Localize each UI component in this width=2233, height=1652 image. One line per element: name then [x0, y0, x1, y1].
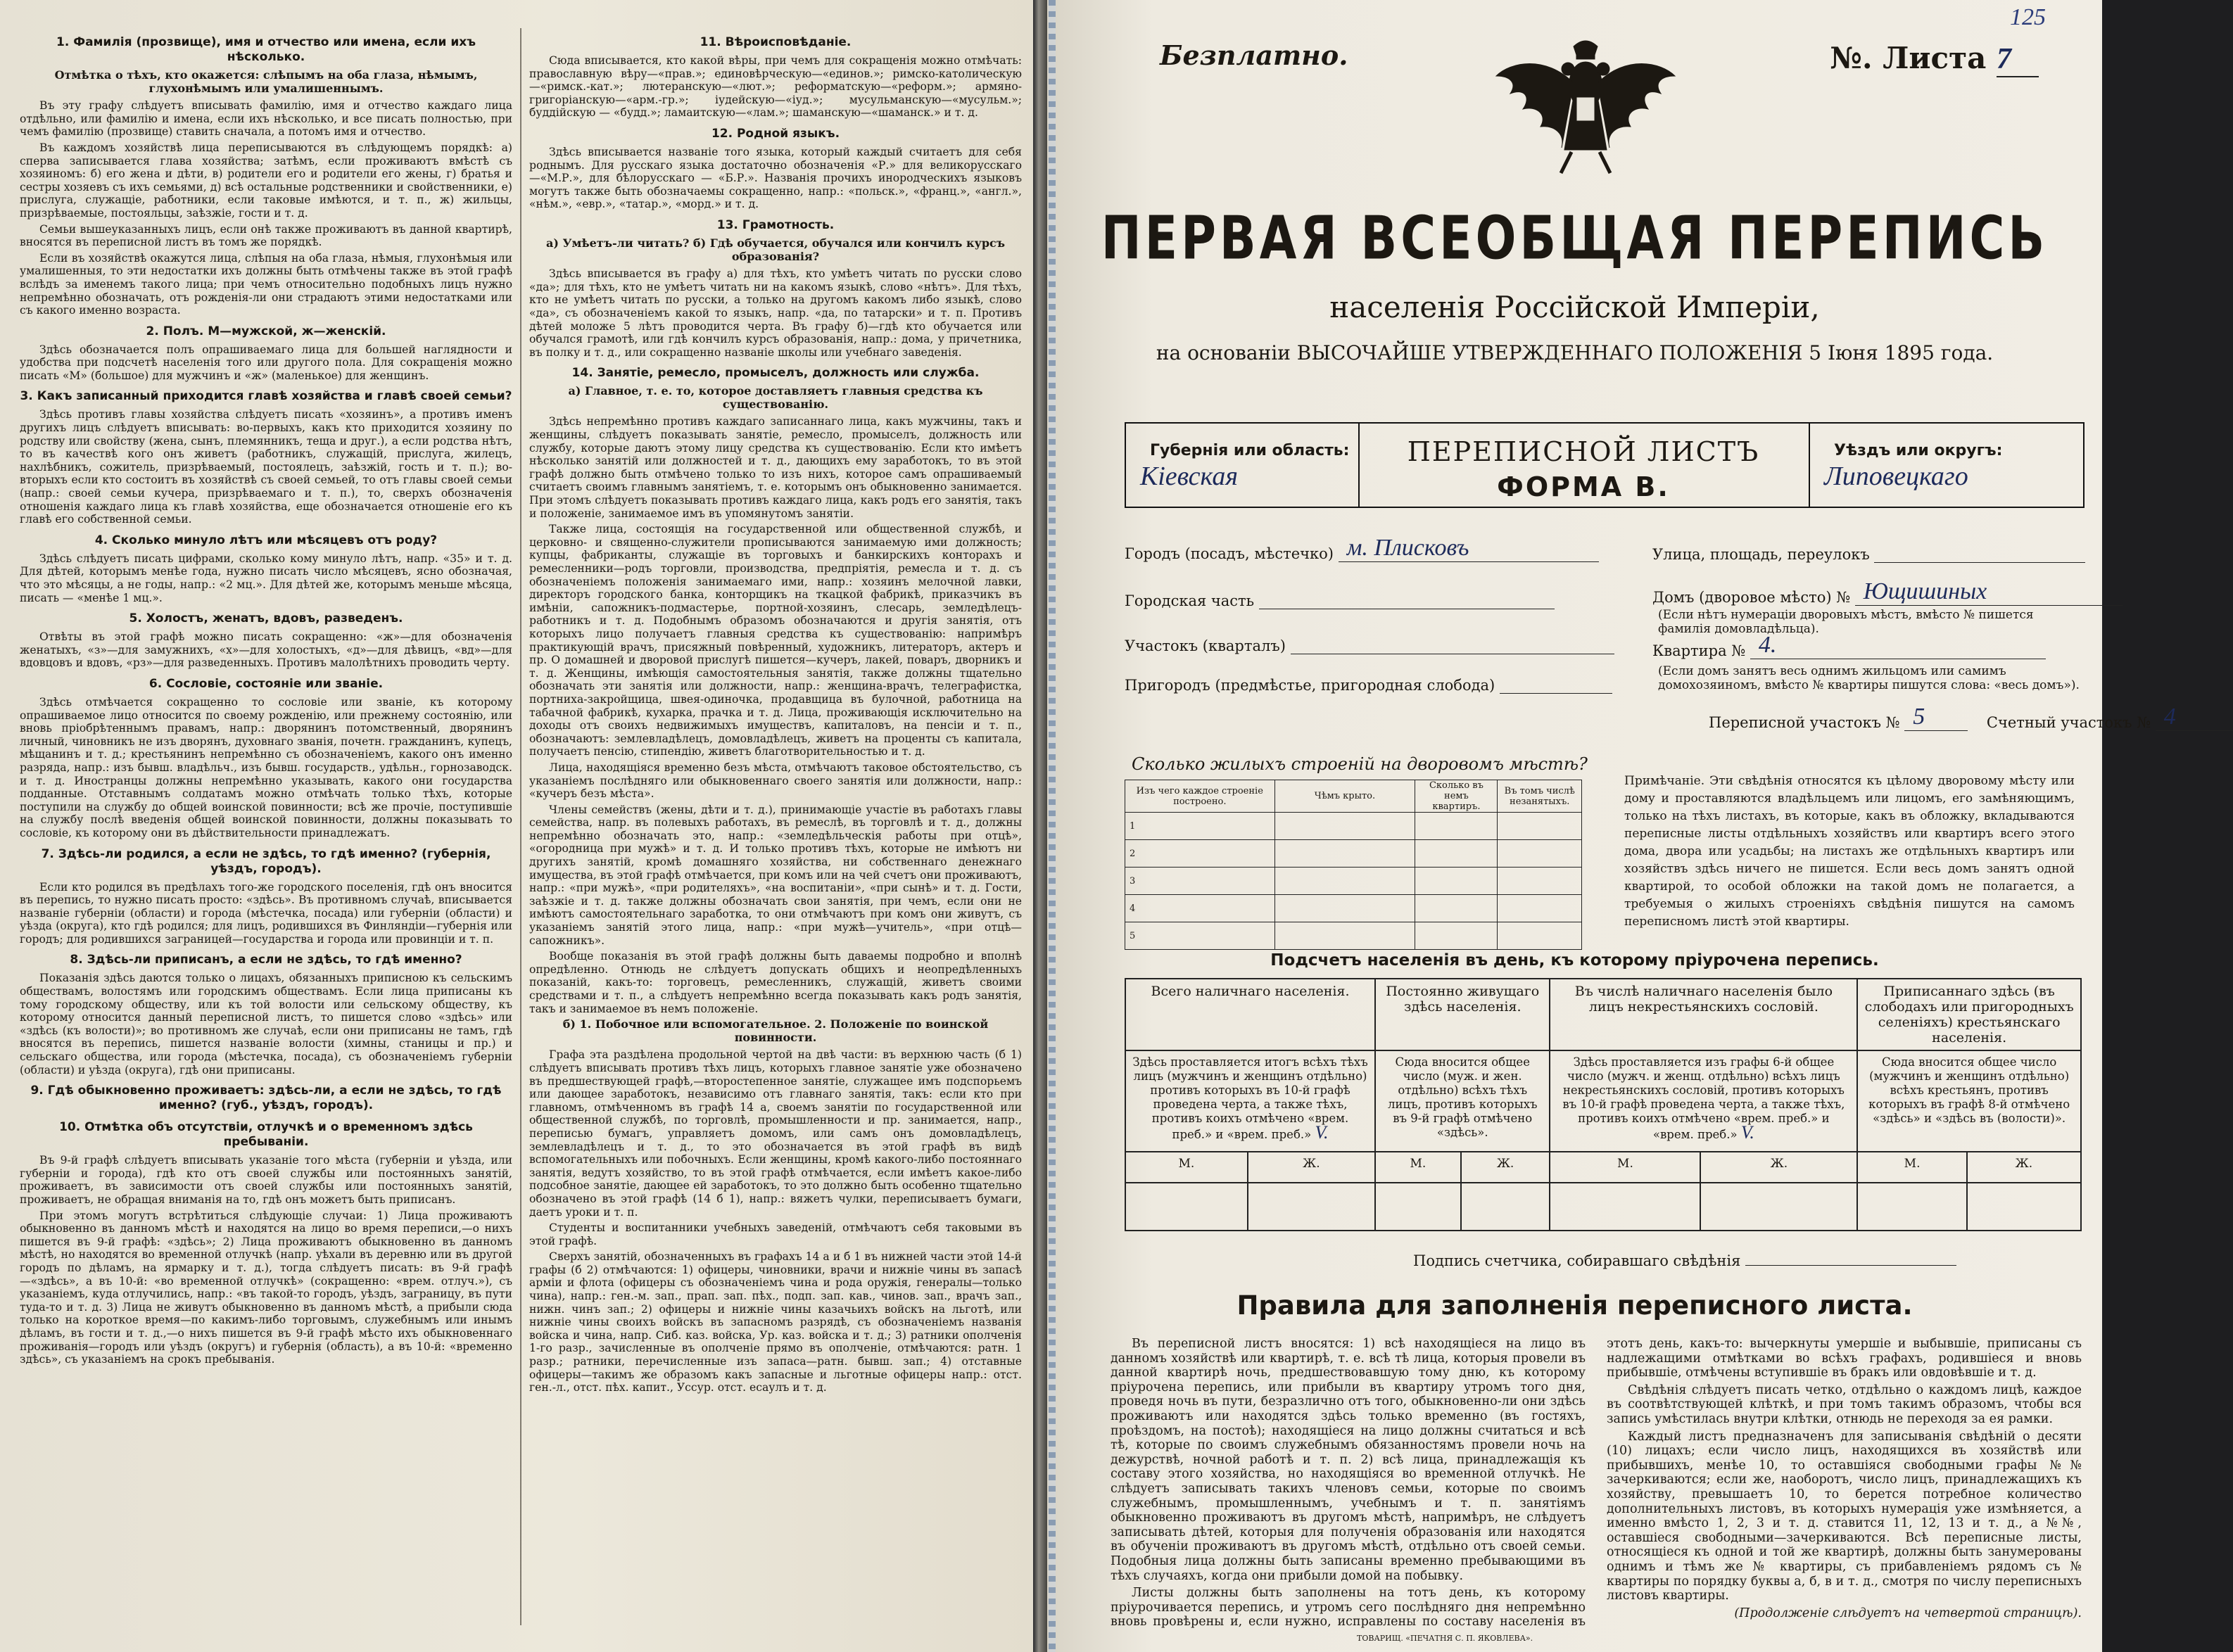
city-part-field — [1125, 592, 1555, 609]
archive-number-note: 125 — [2010, 4, 2046, 30]
instruction-paragraph: Отвѣты въ этой графѣ можно писать сокращенно: «ж»—для обозначенія женатыхъ, «з»—для замужнихъ, «х»—для холостыхъ, «д»—для дѣвицъ, «вд»—для вдовцовъ и вдовъ, «рз»—для разведенныхъ. Противъ малолѣтнихъ проводить черту. — [20, 630, 512, 670]
dwelling-material-header: Изъ чего каждое строеніе построено. — [1125, 780, 1275, 813]
pop-head-non-peasant: Въ числѣ наличнаго населенія было лицъ некрестьянскихъ сословій. — [1550, 979, 1857, 1050]
free-label: Безплатно. — [1160, 39, 1348, 71]
form-header-box — [1125, 422, 2085, 508]
instruction-paragraph: Семьи вышеуказанныхъ лицъ, если онѣ также проживаютъ въ данной квартирѣ, вносятся въ переписной листъ въ томъ же порядкѣ. — [20, 222, 512, 249]
section-heading: 8. Здѣсь-ли приписанъ, а если не здѣсь, то гдѣ именно? — [70, 953, 462, 967]
female-header: Ж. — [1700, 1152, 1857, 1183]
pop-desc-non-peasant-text: Здѣсь проставляется изъ графы 6-й общее число (мужч. и женщ. отдѣльно) всѣхъ лицъ некрестьянскихъ сословій, противъ которыхъ въ 10-й графѣ проведена черта, а также тѣхъ, противъ коихъ отмѣчено «врем. преб.» и «врем. преб.» — [1562, 1055, 1845, 1141]
instruction-paragraph: Здѣсь вписывается названіе того языка, который каждый считаетъ для себя роднымъ. Для русскаго языка достаточно обозначенія «Р.» для великорусскаго—«М.Р.», для бѣлорусскаго — «Б.Р.». Названія прочихъ инородческихъ языковъ могутъ также быть обозначаемы сокращенно, напр.: «польск.», «франц.», «англ.», «нѣм.», «евр.», «татар.», «морд.» и т. д. — [529, 145, 1022, 211]
section-subheading: б) 1. Побочное или вспомогательное. 2. Положеніе по воинской повинности. — [562, 1017, 989, 1044]
dwelling-row-number: 1 — [1125, 813, 1275, 840]
town-field — [1125, 535, 1599, 562]
handwritten-tick: V. — [1740, 1122, 1754, 1143]
district-value[interactable]: Липовецкаго — [1824, 462, 1968, 491]
dwelling-row-number: 4 — [1125, 895, 1275, 922]
pop-value-cell[interactable] — [1967, 1183, 2081, 1231]
flat-field — [1652, 632, 2046, 659]
rule-paragraph: Листы должны быть заполнены на тотъ день, къ которому пріурочивается перепись, и утромъ сего послѣдняго дня непремѣнно вновь провѣрены и, если нужно, исправлены по составу населенія въ этотъ день, какъ-то: вычеркнуты умершіе и выбывшіе, приписаны съ надлежащими отмѣтками во всѣхъ графахъ, родившіеся и вновь прибывшіе, отмѣчены вступившіе въ бракъ или овдовѣвшіе и т. д. — [1111, 1337, 2082, 1629]
form-legal-basis: на основаніи ВЫСОЧАЙШЕ УТВЕРЖДЕННАГО ПОЛОЖЕНІЯ 5 Іюня 1895 года. — [1156, 341, 1994, 364]
section-subheading: Отмѣтка о тѣхъ, кто окажется: слѣпымъ на оба глаза, нѣмымъ, глухонѣмымъ или умалишеннымъ. — [54, 68, 478, 95]
imperial-eagle-emblem-icon — [1484, 34, 1688, 182]
section-heading: 5. Холостъ, женатъ, вдовъ, разведенъ. — [129, 611, 403, 626]
count-section-label: Счетный участокъ № — [1986, 714, 2151, 731]
section-heading: 9. Гдѣ обыкновенно проживаетъ: здѣсь-ли, а если не здѣсь, то гдѣ именно? (губ., уѣздъ, городъ). — [30, 1084, 502, 1113]
pop-value-cell[interactable] — [1248, 1183, 1375, 1231]
section-subheading: а) Умѣетъ-ли читать? б) Гдѣ обучается, обучался или кончилъ курсъ образованія? — [545, 236, 1006, 263]
section-heading: 6. Сословіе, состояніе или званіе. — [148, 676, 384, 691]
dwellings-note: Примѣчаніе. Эти свѣдѣнія относятся къ цѣлому дворовому мѣсту или дому и проставляются владѣльцемъ или лицомъ, его замѣняющимъ, только на тѣхъ листахъ, въ которые, какъ въ обложку, вкладываются переписные листы отдѣльныхъ хозяйствъ или квартиръ всего этого дома, двора или усадьбы; на листахъ же отдѣльныхъ квартиръ или хозяйствъ здѣсь ничего не пишется. Если весь домъ занятъ одной квартирой, то особой обложки на такой домъ не полагается, а требуемыя о жилыхъ строеніяхъ свѣдѣнія пишутся на самомъ переписномъ листѣ этой квартиры. — [1624, 774, 2075, 929]
flat-note: (Если домъ занятъ весь однимъ жильцомъ или самимъ домохозяиномъ, вмѣсто № квартиры пишутся слова: «весь домъ»). — [1658, 664, 2080, 692]
section-field — [1125, 637, 1614, 654]
sheet-number — [1830, 41, 2039, 77]
dwelling-cell[interactable] — [1274, 895, 1415, 922]
town-value[interactable]: м. Плисковъ — [1346, 535, 1469, 561]
dwelling-row — [1125, 922, 1582, 950]
dwelling-row — [1125, 895, 1582, 922]
dwelling-roof-header: Чѣмъ крыто. — [1274, 780, 1415, 813]
dwelling-cell[interactable] — [1274, 922, 1415, 950]
dwelling-row-number: 3 — [1125, 868, 1275, 895]
street-field — [1652, 546, 2085, 563]
count-section-value[interactable]: 4 — [2163, 704, 2176, 730]
dwelling-cell[interactable] — [1415, 868, 1498, 895]
section-label: Участокъ (кварталъ) — [1125, 637, 1286, 654]
section-heading: 1. Фамилія (прозвище), имя и отчество или имена, если ихъ нѣсколько. — [56, 35, 476, 64]
rule-paragraph: (Продолженіе слѣдуетъ на четвертой страницѣ). — [1734, 1606, 2082, 1620]
dwelling-cell[interactable] — [1498, 868, 1582, 895]
dwelling-cell[interactable] — [1415, 895, 1498, 922]
flat-label: Квартира № — [1652, 642, 1746, 659]
district-cell — [1809, 424, 2085, 507]
city-part-label: Городская часть — [1125, 592, 1255, 609]
house-note: (Если нѣтъ нумераціи дворовыхъ мѣстъ, вмѣсто № пишется фамилія домовладѣльца). — [1658, 608, 2034, 636]
form-main-title: ПЕРВАЯ ВСЕОБЩАЯ ПЕРЕПИСЬ — [1101, 204, 2049, 274]
dwellings-table — [1125, 780, 1582, 950]
section-heading: 12. Родной языкъ. — [711, 126, 840, 141]
province-cell — [1126, 424, 1360, 507]
male-header: М. — [1375, 1152, 1461, 1183]
instruction-paragraph: Лица, находящіяся временно безъ мѣста, отмѣчаютъ таковое обстоятельство, съ указаніемъ послѣдняго или обыкновеннаго своего занятія или должности, напр.: «кучеръ безъ мѣста». — [529, 761, 1022, 801]
pop-head-total: Всего наличнаго населенія. — [1125, 979, 1375, 1050]
instruction-paragraph: Члены семействъ (жены, дѣти и т. д.), принимающіе участіе въ работахъ главы семейства, напр. въ полевыхъ работахъ, въ ремеслѣ, въ торговлѣ и т. д., должны непремѣнно обозначать это, напр.: «земледѣльческія работы при отцѣ», «огородница при мужѣ» и т. д. И только противъ тѣхъ, которые не имѣютъ ни другихъ занятій, кромѣ домашняго хозяйства, ни собственнаго денежнаго имущества, въ этой графѣ отмѣчается, при комъ или на чей счетъ они проживаютъ, напр.: «при мужѣ», «при родителяхъ», «на воспитаніи», «при сынѣ» и т. д. Гости, заѣзжіе и т. д. также должны обозначать свои занятія, при чемъ, если они не имѣютъ самостоятельнаго заработка, то они отмѣчаютъ при комъ они живутъ, съ указаніемъ занятій этого лица, напр.: «при мужѣ—учитель», «при отцѣ—сапожникъ». — [529, 803, 1022, 947]
male-header: М. — [1550, 1152, 1700, 1183]
instruction-paragraph: Если кто родился въ предѣлахъ того-же городского поселенія, гдѣ онъ вносится въ перепись, то нужно писать просто: «здѣсь». Въ противномъ случаѣ, вписывается названіе губерніи (области) и города (мѣстечка, посада) или губерніи (области) и уѣзда (округа), кто гдѣ родился; для лицъ, родившихся въ Финляндіи—губернія или городъ; для родившихся заграницей—государства и города или провинціи и т. п. — [20, 880, 512, 946]
dwelling-row — [1125, 813, 1582, 840]
instructions-column-1 — [20, 28, 512, 1625]
dwelling-cell[interactable] — [1415, 840, 1498, 868]
pop-value-cell[interactable] — [1461, 1183, 1550, 1231]
instruction-paragraph: Въ 9-й графѣ слѣдуетъ вписывать указаніе того мѣста (губерніи и уѣзда, или губерніи и города), гдѣ кто отъ своей службы или постоянныхъ занятій, проживаетъ, въ зависимости отъ своей службы или постоянныхъ занятій, проживаетъ, не обращая вниманія на то, гдѣ онъ можетъ быть приписанъ. — [20, 1154, 512, 1206]
dwelling-cell[interactable] — [1498, 840, 1582, 868]
instruction-paragraph: Здѣсь слѣдуетъ писать цифрами, сколько кому минуло лѣтъ, напр. «35» и т. д. Для дѣтей, которымъ менѣе года, нужно писать число мѣсяцевъ, ясно обозначая, что это мѣсяцы, а не годы, напр.: «2 мц.». Для дѣтей же, которымъ меньше мѣсяца, писать — «менѣе 1 мц.». — [20, 552, 512, 604]
city-part-value[interactable] — [1259, 593, 1555, 609]
rule-paragraph: Каждый листъ предназначенъ для записыванія свѣдѣній о десяти (10) лицахъ; если число лицъ, находящихся въ хозяйствѣ или прибывшихъ, менѣе 10, то оставшіяся свободными графы №№ зачеркиваются; если же, наоборотъ, число лицъ, принадлежащихъ къ хозяйству, превышаетъ 10, то берется потребное количество дополнительныхъ листовъ, въ которыхъ нумерація уже измѣняется, а именно вмѣсто 1, 2, 3 и т. д. ставится 11, 12, 13 и т. д., а №№, оставшіеся свободными—зачеркиваются. Всѣ переписные листы, относящіеся къ одной и той же квартирѣ, должны быть занумерованы однимъ и тѣмъ же № квартиры, съ прибавленіемъ рядомъ съ № квартиры по порядку буквы а, б, в и т. д., смотря по числу переписныхъ листовъ квартиры. — [1607, 1429, 2082, 1603]
dwelling-cell[interactable] — [1274, 868, 1415, 895]
dwelling-vacant-header: Въ томъ числѣ незанятыхъ. — [1498, 780, 1582, 813]
sheet-number-value: 7 — [1997, 42, 2039, 77]
dwelling-cell[interactable] — [1498, 813, 1582, 840]
population-sex-row — [1125, 1152, 2081, 1183]
instructions-column-2 — [529, 28, 1022, 1625]
census-section-field — [1709, 704, 2233, 731]
census-form-page — [1047, 0, 2176, 1652]
dwelling-cell[interactable] — [1274, 813, 1415, 840]
pop-value-cell[interactable] — [1857, 1183, 1967, 1231]
instruction-paragraph: Здѣсь противъ главы хозяйства слѣдуетъ писать «хозяинъ», а противъ именъ другихъ лицъ слѣдуетъ вписывать: во-первыхъ, какъ кто приходится хозяину по родству или свойству (жена, сынъ, племянникъ, теща и друг.), а если родства нѣтъ, то въ качествѣ кого онъ живетъ (работникъ, служащій, прислуга, жилецъ, нахлѣбникъ, сожитель, призрѣваемый, постоялецъ, заѣзжій, гость и т. п.); во-вторыхъ если кто состоитъ въ хозяйствѣ съ своей семьей, то отъ главы своей семьи (напр.: своей семьи кучера, призрѣваемаго и т. п.), то, сверхъ обозначенія отношенія каждаго лица къ главѣ хозяйства, еще обозначается отношеніе его къ главѣ его собственной семьи. — [20, 408, 512, 526]
census-section-value[interactable]: 5 — [1913, 704, 1925, 730]
street-label: Улица, площадь, переулокъ — [1652, 546, 1870, 563]
flat-value[interactable]: 4. — [1758, 632, 1777, 658]
section-heading: 3. Какъ записанный приходится главѣ хозяйства и главѣ своей семьи? — [20, 389, 512, 404]
enumerator-signature-label: Подпись счетчика, собиравшаго свѣдѣнія — [1413, 1252, 1741, 1269]
enumerator-signature-field — [1413, 1251, 1956, 1269]
instruction-paragraph: Сверхъ занятій, обозначенныхъ въ графахъ 14 а и б 1 въ нижней части этой 14-й графы (б 2) отмѣчаются: 1) офицеры, чиновники, врачи и нижніе чины въ запасѣ арміи и флота (офицеры съ обозначеніемъ чина и рода оружія, генералы—только чина), напр.: ген.-м. зап., прап. зап. пѣх., подп. зап. кав., чинов. зап., врачъ зап., нижн. чинъ зап.; 2) офицеры и нижніе чины казачьихъ войскъ на льготѣ, или нижніе чины своихъ войскъ въ запасномъ разрядѣ, съ обозначеніемъ названія войска и чина, напр. Сиб. каз. войска, Ур. каз. войска и т. д.; 3) ратники ополченія 1-го разр., зачисленные въ ополченіе прямо въ ополченіе, отмѣчаются: ратн. 1 разр.; ратники, перечисленные изъ запаса—ратн. бывш. зап.; 4) отставные офицеры—такимъ же образомъ какъ запасные и льготные офицеры напр.: отст. ген.-л., отст. пѣх. капит., Уссур. отст. есаулъ и т. д. — [529, 1250, 1022, 1394]
form-type-cell — [1358, 424, 1809, 507]
section-value[interactable] — [1291, 638, 1614, 654]
form-type-title: ПЕРЕПИСНОЙ ЛИСТЪ — [1407, 436, 1760, 467]
population-count-title: Подсчетъ населенія въ день, къ которому пріурочена перепись. — [1270, 951, 1879, 970]
house-value[interactable]: Ющишиных — [1863, 578, 1987, 604]
house-label: Домъ (дворовое мѣсто) № — [1652, 589, 1851, 606]
pop-desc-peasant: Сюда вносится общее число (мужчинъ и женщинъ отдѣльно) всѣхъ крестьянъ, противъ которыхъ въ графѣ 8-й отмѣчено «здѣсь» и «здѣсь въ (волости)». — [1857, 1050, 2081, 1152]
dwelling-cell[interactable] — [1274, 840, 1415, 868]
instruction-paragraph: Здѣсь вписывается въ графу а) для тѣхъ, кто умѣетъ читать по русски слово «да»; для тѣхъ, кто не умѣетъ читать ни на какомъ языкѣ, слово «нѣтъ». Для тѣхъ, кто не умѣетъ читать по русски, а только на другомъ какомъ либо языкѣ, слово «да», съ обозначеніемъ какой то языкъ, напр. «да, по татарски» и т. п. Противъ дѣтей моложе 5 лѣтъ проводится черта. Въ графу б)—гдѣ кто обучается или обучался грамотѣ, или гдѣ кончилъ курсъ образованія, напр.: дома, у причетника, въ полку и т. д., или сокращенно названіе школы или учебнаго заведенія. — [529, 267, 1022, 359]
instruction-paragraph: Сюда вписывается, кто какой вѣры, при чемъ для сокращенія можно отмѣчать: православную вѣру—«прав.»; единовѣрческую—«единов.»; римско-католическую—«римск.-кат.»; лютеранскую—«лют.»; реформатскую—«реформ.»; армяно-григоріанскую—«арм.-гр.»; іудейскую—«іуд.»; мусульманскую—«мусульм.»; буддійскую — «будд.»; ламаитскую—«лам.»; шаманскую—«шаманск.» и т. д. — [529, 54, 1022, 120]
instruction-paragraph: Въ эту графу слѣдуетъ вписывать фамилію, имя и отчество каждаго лица отдѣльно, или фамилію и имена, если ихъ нѣсколько, и все писать полностью, при чемъ фамилію (прозвище) ставить сначала, а потомъ имя и отчество. — [20, 99, 512, 139]
dwelling-row-number: 5 — [1125, 922, 1275, 950]
dwelling-row — [1125, 868, 1582, 895]
house-field — [1652, 578, 2123, 606]
pop-value-cell[interactable] — [1375, 1183, 1461, 1231]
book-spine — [1033, 0, 1047, 1652]
suburb-value[interactable] — [1500, 678, 1612, 694]
dwelling-row — [1125, 840, 1582, 868]
rules-text — [1111, 1337, 2082, 1632]
male-header: М. — [1125, 1152, 1248, 1183]
dwelling-cell[interactable] — [1415, 813, 1498, 840]
pop-value-cell[interactable] — [1700, 1183, 1857, 1231]
town-label: Городъ (посадъ, мѣстечко) — [1125, 545, 1334, 562]
district-label: Уѣздъ или округъ: — [1834, 442, 2003, 459]
population-value-row — [1125, 1183, 2081, 1231]
male-header: М. — [1857, 1152, 1967, 1183]
population-count-table — [1125, 978, 2082, 1231]
handwritten-tick: V. — [1315, 1122, 1329, 1143]
dwelling-cell[interactable] — [1498, 922, 1582, 950]
section-subheading: а) Главное, т. е. то, которое доставляетъ главныя средства къ существованію. — [568, 384, 983, 411]
instructions-page — [0, 0, 1033, 1652]
dwellings-header-row — [1125, 780, 1582, 813]
province-value[interactable]: Кіевская — [1140, 462, 1239, 491]
suburb-label: Пригородъ (предмѣстье, пригородная слобода) — [1125, 677, 1495, 694]
rules-title: Правила для заполненія переписного листа. — [1236, 1290, 1913, 1321]
suburb-field — [1125, 677, 1612, 694]
section-heading: 7. Здѣсь-ли родился, а если не здѣсь, то гдѣ именно? (губернія, уѣздъ, городъ). — [41, 846, 491, 876]
instruction-paragraph: Здѣсь непремѣнно противъ каждаго записаннаго лица, какъ мужчины, такъ и женщины, слѣдуетъ показывать занятіе, ремесло, промыселъ, должность или службу, которые даютъ этому лицу средства къ существованію. Если кто имѣетъ нѣсколько занятій или должностей и т. д., дающихъ ему заработокъ, то въ этой графѣ должно быть отмѣчено только то изъ нихъ, которое самъ опрашиваемый считаетъ своимъ главнымъ занятіемъ, т. е. которымъ онъ обыкновенно занимается. При этомъ слѣдуетъ показывать противъ каждаго лица, какъ родъ его занятія, такъ и положеніе, занимаемое имъ въ упомянутомъ занятіи. — [529, 415, 1022, 520]
street-value[interactable] — [1874, 547, 2085, 563]
instruction-paragraph: Здѣсь обозначается полъ опрашиваемаго лица для большей наглядности и удобства при подсчетѣ населенія того или другого пола. Для сокращенія можно писать «М» (большое) для мужчинъ и «ж» (маленькое) для женщинъ. — [20, 343, 512, 382]
dwelling-row-number: 2 — [1125, 840, 1275, 868]
female-header: Ж. — [1461, 1152, 1550, 1183]
pop-desc-permanent: Сюда вносится общее число (муж. и жен. отдѣльно) всѣхъ тѣхъ лицъ, противъ которыхъ въ 9-й графѣ отмѣчено «здѣсь». — [1375, 1050, 1550, 1152]
dwelling-cell[interactable] — [1498, 895, 1582, 922]
pop-value-cell[interactable] — [1550, 1183, 1700, 1231]
instruction-paragraph: Здѣсь отмѣчается сокращенно то сословіе или званіе, къ которому опрашиваемое лицо относится по своему рожденію, или прежнему состоянію, или вновь пріобрѣтеннымъ правамъ, напр.: дворянинъ потомственный, дворянинъ личный, чиновникъ не изъ дворянъ, духовнаго званія, почетн. гражданинъ, купецъ, мѣщанинъ и т. д.; крестьянинъ непремѣнно съ обозначеніемъ, какого онъ именно разряда, напр.: изъ бывш. владѣльч., изъ бывш. государств., удѣльн., горнозаводск. и т. д. Иностранцы должны непремѣнно указывать, какого они государства подданные. Отставнымъ солдатамъ можно отмѣчать только тѣхъ, которые поступили на службу до общей воинской повинности; всѣ же прочіе, поступившіе на службу послѣ введенія общей воинской повинности, должны показывать то сословіе, къ которому они въ дѣйствительности принадлежатъ. — [20, 695, 512, 839]
section-heading: 10. Отмѣтка объ отсутствіи, отлучкѣ и о временномъ здѣсь пребываніи. — [59, 1120, 473, 1150]
instruction-paragraph: Студенты и воспитанники учебныхъ заведеній, отмѣчаютъ себя таковыми въ этой графѣ. — [529, 1221, 1022, 1247]
female-header: Ж. — [1248, 1152, 1375, 1183]
sheet-number-label: №. Листа — [1830, 41, 1987, 75]
instruction-paragraph: Также лица, состоящія на государственной или общественной службѣ, и церковно- и священно-служители прописываются занимаемую ими должность; купцы, фабриканты, служащіе въ торговыхъ и банкирскихъ конторахъ и ремесленники—родъ торговли, производства, предпріятія, ремесла и т. д. съ обозначеніемъ положенія занимаемаго ими, напр.: хозяинъ мелочной лавки, директоръ городского банка, конторщикъ на ткацкой фабрикѣ, приказчикъ въ имѣніи, сапожникъ-подмастерье, портной-хозяинъ, слесарь, земледѣлецъ-работникъ и т. д. Подобнымъ образомъ обозначаются и другія занятія, отъ которыхъ лицо получаетъ главныя средства къ существованію: напримѣръ практикующій врачъ, присяжный повѣренный, художникъ, литераторъ, актеръ и пр. О домашней и дворовой прислугѣ пишется—кучеръ, лакей, поваръ, дворникъ и т. д. Женщины, имѣющія самостоятельныя занятія, также должны тщательно обозначать эти занятія или должности, напр.: женщина-врачъ, телеграфистка, портниха-закройщица, швея-одиночка, продавщица въ булочной, работница на табачной фабрикѣ, кухарка, прачка и т. д. Лица, проживающія исключительно на доходы отъ своихъ недвижимыхъ имуществъ, капиталовъ, на пенсіи и т. п., обозначаютъ: землевладѣлецъ, домовладѣлецъ, живетъ на проценты съ капитала, получаетъ пенсію, стипендію, живетъ благотворительностью и т. д. — [529, 523, 1022, 758]
section-heading: 14. Занятіе, ремесло, промыселъ, должность или служба. — [571, 366, 980, 381]
section-heading: 11. Вѣроисповѣданіе. — [700, 35, 852, 49]
pop-desc-non-peasant — [1550, 1050, 1857, 1152]
instruction-paragraph: Графа эта раздѣлена продольной чертой на двѣ части: въ верхнюю часть (б 1) слѣдуетъ вписывать противъ тѣхъ лицъ, которыхъ главное занятіе уже обозначено въ предшествующей графѣ,—второстепенное занятіе, служащее имъ подспорьемъ или дающее заработокъ, независимо отъ главнаго занятія, такъ: если кто при главномъ, отмѣченномъ въ графѣ 14 а, своемъ занятіи по государственной или общественной службѣ, по торговлѣ, промышленности и пр. занимается, напр., переписью бумагъ, управляетъ домомъ, или самъ онъ домовладѣлецъ, землевладѣлецъ и т. д., то это обозначается въ этой графѣ въ видѣ вспомогательныхъ или побочныхъ. Если женщины, кромѣ какого-либо постояннаго занятія, ведутъ хозяйство, то въ этой графѣ отмѣчается, если имѣетъ какое-либо подсобное занятіе, дающее ей заработокъ, то это должно быть особенно тщательно обозначено въ этой графѣ (14 б 1), напр.: вяжетъ чулки, переписываетъ бумаги, даетъ уроки и т. п. — [529, 1048, 1022, 1219]
enumerator-signature-line[interactable] — [1745, 1251, 1956, 1266]
instruction-paragraph: При этомъ могутъ встрѣтиться слѣдующіе случаи: 1) Лица проживаютъ обыкновенно въ данномъ мѣстѣ и находятся на лицо во время переписи,—о нихъ пишется въ 9-й графѣ: «здѣсь»; 2) Лица проживаютъ обыкновенно въ данномъ мѣстѣ, но находятся во временной отлучкѣ (напр. уѣхали въ деревню или въ другой городъ по дѣламъ, на ярмарку и т. д.), тогда слѣдуетъ писать: въ 9-й графѣ —«здѣсь», а въ 10-й: «во временной отлучкѣ» (сокращенно: «врем. отлуч.»), съ указаніемъ, куда отлучились, напр.: «въ такой-то городъ, уѣздъ, заграницу, въ пути туда-то и т. д. 3) Лица не живутъ обыкновенно въ данномъ мѣстѣ, а прибыли сюда только на короткое время—по какимъ-либо торговымъ, служебнымъ или инымъ дѣламъ, въ гости и т. д.,—о нихъ пишется въ 9-й графѣ мѣсто ихъ обыкновеннаго проживанія—городъ или уѣздъ (округъ) и губернія (область), а въ 10-й: «временно здѣсь», съ указаніемъ на срокъ пребыванія. — [20, 1209, 512, 1366]
instruction-paragraph: Показанія здѣсь даются только о лицахъ, обязанныхъ приписною къ сельскимъ обществамъ, волостямъ или городскимъ обществамъ. Если лица приписаны къ тому городскому обществу, или къ той волости или сельскому обществу, къ которому относится данный переписной листъ, то пишется слово «здѣсь» или «здѣсь (къ волости)»; во противномъ же случаѣ, если они приписаны не тамъ, гдѣ вносятся въ перепись, пишется названіе волости (химны, станицы и пр.) и сельскаго общества, или города (мѣстечка, посада), съ обозначеніемъ губерніи (области) и уѣзда (округа), гдѣ они приписаны. — [20, 972, 512, 1076]
dwelling-cell[interactable] — [1415, 922, 1498, 950]
dwelling-flats-header: Сколько въ немъ квартиръ. — [1415, 780, 1498, 813]
rule-paragraph: Свѣдѣнія слѣдуетъ писать четко, отдѣльно о каждомъ лицѣ, каждое въ соотвѣтствующей клѣткѣ, и при томъ такимъ образомъ, чтобы вся запись умѣстилась внутри клѣтки, отнюдь не переходя за ея рамки. — [1607, 1383, 2082, 1426]
pop-head-peasant: Приписаннаго здѣсь (въ слободахъ или пригородныхъ селеніяхъ) крестьянскаго населенія. — [1857, 979, 2081, 1050]
printer-imprint: ТОВАРИЩ. «ПЕЧАТНЯ С. П. ЯКОВЛЕВА». — [1357, 1634, 1533, 1643]
section-heading: 2. Полъ. М—мужской, ж—женскій. — [146, 324, 386, 338]
pop-value-cell[interactable] — [1125, 1183, 1248, 1231]
instruction-paragraph: Если въ хозяйствѣ окажутся лица, слѣпыя на оба глаза, нѣмыя, глухонѣмыя или умалишенныя, то эти недостатки ихъ должны быть отмѣчены также въ этой графѣ вслѣдъ за именемъ такого лица; при чемъ относительно подобныхъ лицъ нужно непремѣнно обозначать, отъ рожденія-ли они страдаютъ этими недостатками или съ какого именно возраста. — [20, 251, 512, 317]
rule-paragraph: Въ переписной листъ вносятся: 1) всѣ находящіеся на лицо въ данномъ хозяйствѣ или квартирѣ, т. е. всѣ тѣ лица, которыя провели въ данной квартирѣ ночь, предшествовавшую тому дню, къ которому пріурочена перепись, или прибыли въ квартиру утромъ того дня, проведя ночь въ пути, безразлично отъ того, обыкновенно-ли они здѣсь проживаютъ или находятся здѣсь только временно (въ гостяхъ, проѣздомъ, на постоѣ); находящіеся на лицо должны считаться и всѣ тѣ, которые по своимъ служебнымъ обязанностямъ провели ночь на дежурствѣ, ночной работѣ и т. п. 2) всѣ лица, принадлежащія къ составу этого хозяйства, но находящіяся во временной отлучкѣ. Не слѣдуетъ записывать такихъ членовъ семьи, которые по своимъ служебнымъ, промышленнымъ, учебнымъ и т. п. занятіямъ обыкновенно проживаютъ въ другомъ мѣстѣ, напримѣръ, не слѣдуетъ записывать дѣтей, которыя для полученія образованія или находятся въ обученіи проживаютъ въ другомъ мѣстѣ, отдѣльно отъ своей семьи. Подобныя лица должны быть записаны временно пребывающими въ тѣхъ случаяхъ, когда они прибыли домой на побывку. — [1111, 1337, 1586, 1583]
instruction-paragraph: Въ каждомъ хозяйствѣ лица переписываются въ слѣдующемъ порядкѣ: а) сперва записывается глава хозяйства; затѣмъ, если проживаютъ вмѣстѣ съ хозяиномъ: б) его жена и дѣти, в) родители его и родители его жены, г) братья и сестры хозяевъ съ ихъ семьями, д) всѣ остальные родственники и свойственники, е) прислуга, служащіе, работники, если таковые имѣются, и т. п., ж) жильцы, призрѣваемые, постояльцы, заѣзжіе, гости и т. д. — [20, 141, 512, 220]
pop-desc-total — [1125, 1050, 1375, 1152]
population-head-row — [1125, 979, 2081, 1050]
dwellings-question: Сколько жилыхъ строеній на дворовомъ мѣстѣ? — [1132, 754, 1588, 774]
province-label: Губернія или область: — [1150, 442, 1350, 459]
pop-desc-total-text: Здѣсь проставляется итогъ всѣхъ тѣхъ лицъ (мужчинъ и женщинъ отдѣльно) противъ которыхъ въ 10-й графѣ проведена черта, а также тѣхъ, противъ коихъ отмѣчено «врем. преб.» и «врем. преб.» — [1132, 1055, 1368, 1141]
form-subtitle: населенія Россійской Имперіи, — [1329, 290, 1820, 324]
column-divider — [520, 28, 521, 1625]
female-header: Ж. — [1967, 1152, 2081, 1183]
section-heading: 4. Сколько минуло лѣтъ или мѣсяцевъ отъ роду? — [94, 533, 438, 547]
population-desc-row — [1125, 1050, 2081, 1152]
census-section-label: Переписной участокъ № — [1709, 714, 1900, 731]
section-heading: 13. Грамотность. — [716, 217, 835, 232]
pop-head-permanent: Постоянно живущаго здѣсь населенія. — [1375, 979, 1550, 1050]
instruction-paragraph: Вообще показанія въ этой графѣ должны быть даваемы подробно и вполнѣ опредѣленно. Отнюдь не слѣдуетъ допускать общихъ и неопредѣленныхъ показаній, какъ-то: торговецъ, ремесленникъ, служащій, живетъ своими средствами и т. п., а слѣдуетъ непремѣнно всегда показывать какъ родъ занятія, такъ и занимаемое въ немъ положеніе. — [529, 950, 1022, 1015]
form-type-code: ФОРМА В. — [1497, 471, 1670, 502]
